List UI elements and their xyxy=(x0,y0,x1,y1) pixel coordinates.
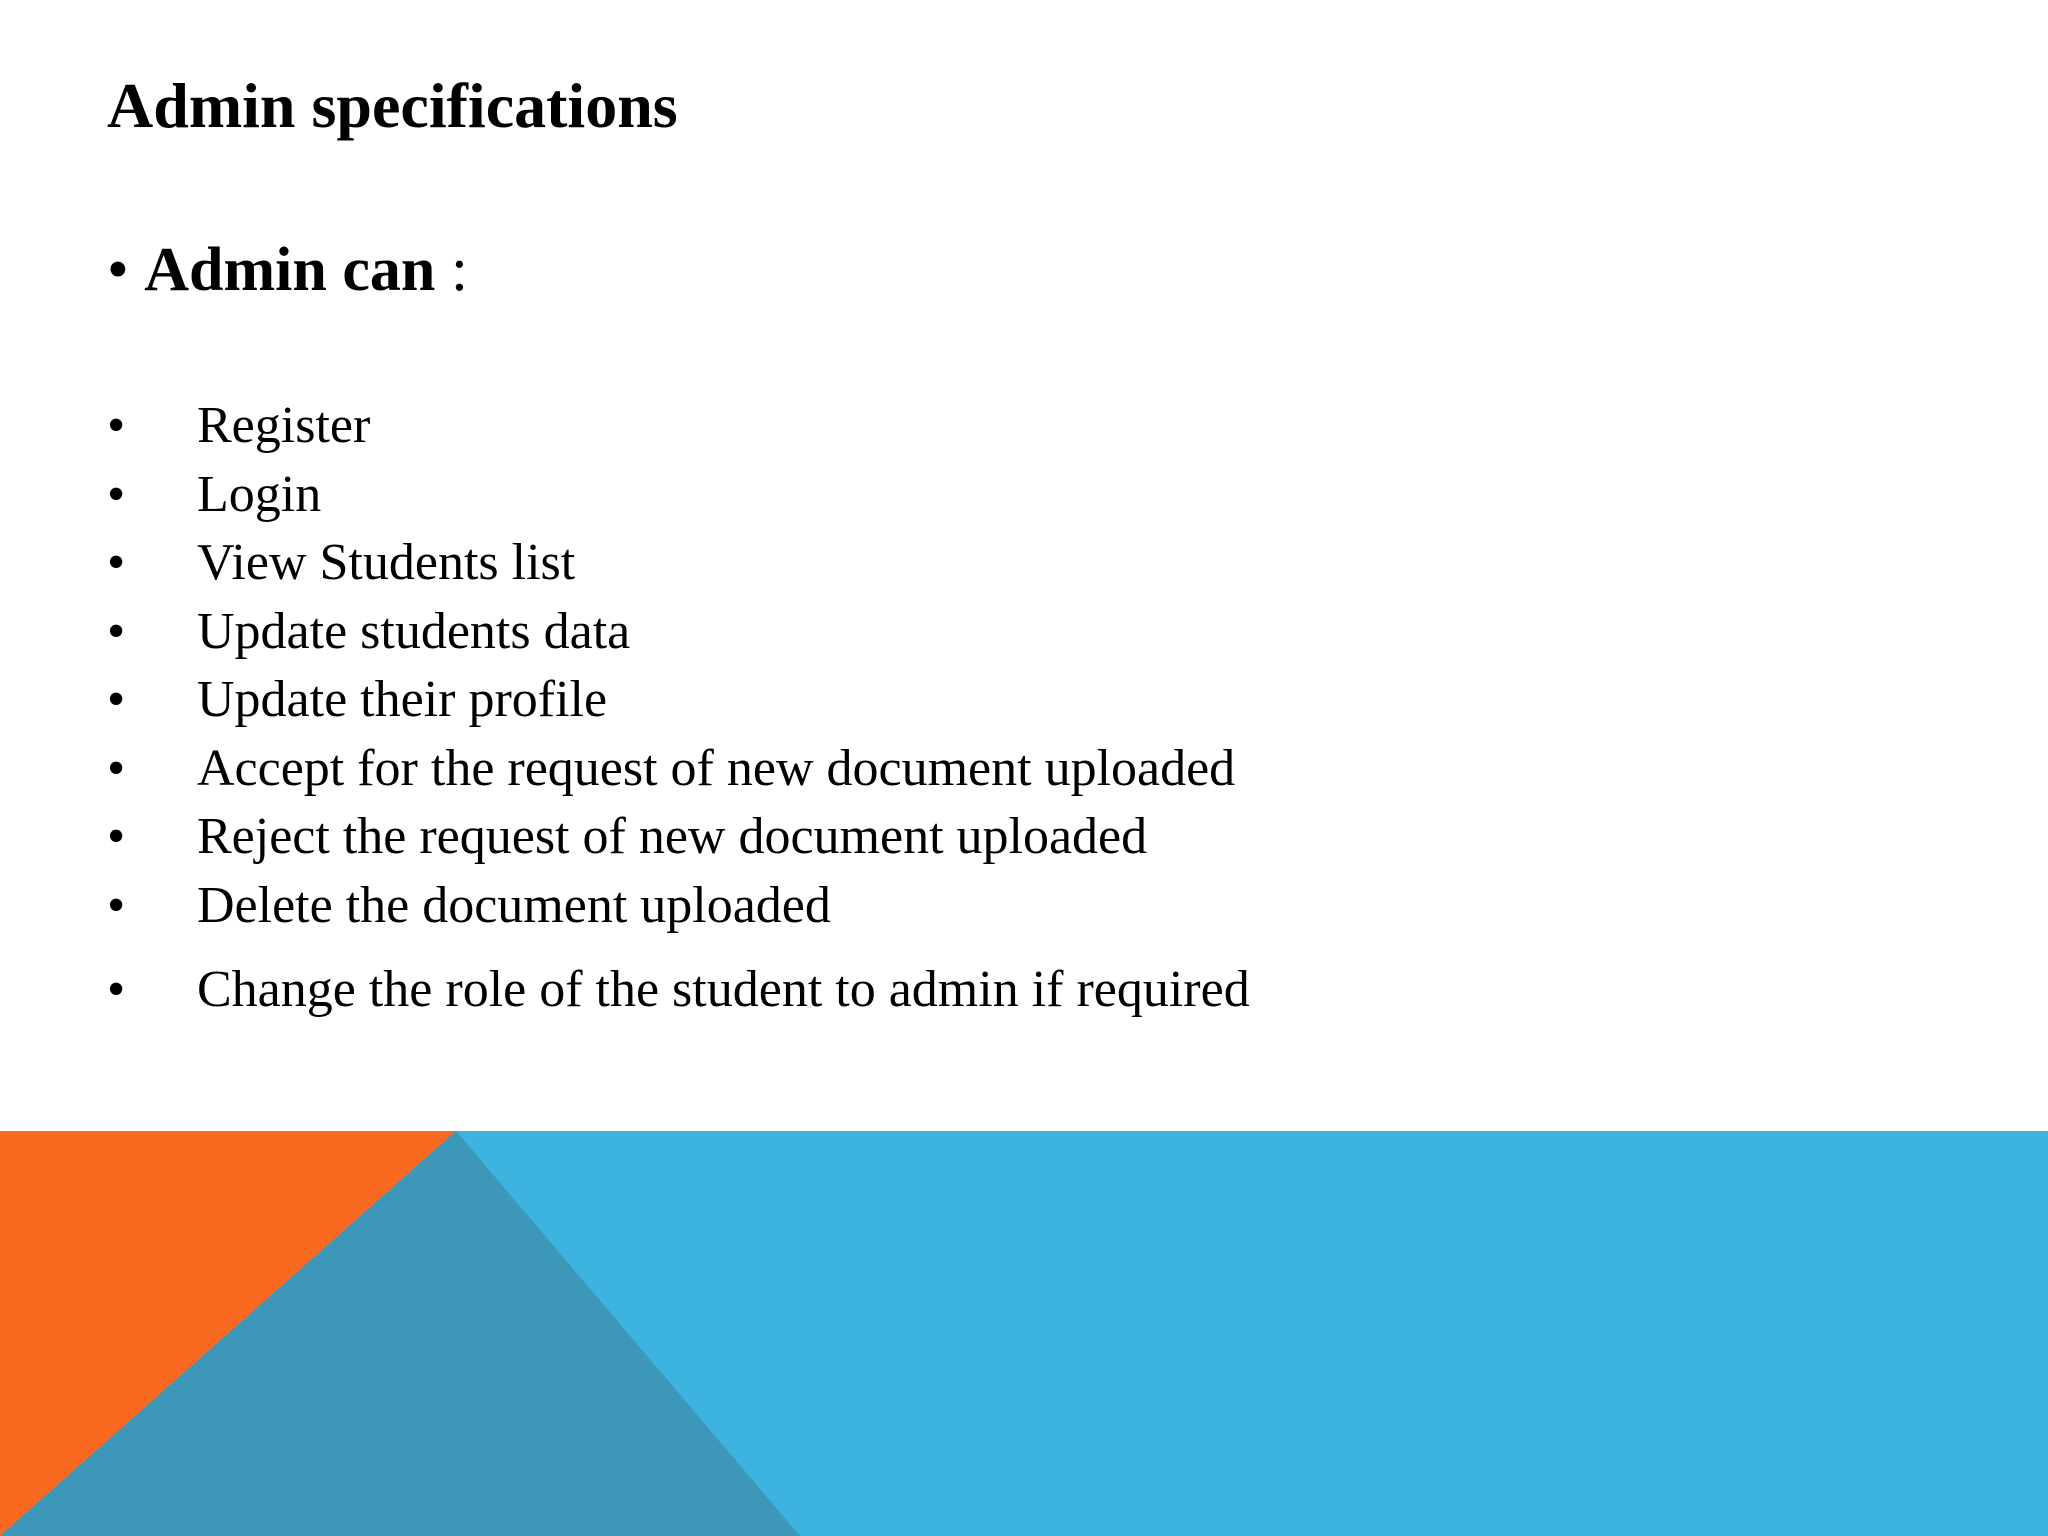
bullet-icon: • xyxy=(107,961,126,1018)
list-item-text: Change the role of the student to admin if required xyxy=(197,961,1250,1018)
bullet-icon: • xyxy=(107,602,126,660)
bullet-icon: • xyxy=(107,671,126,728)
bullet-icon: • xyxy=(107,808,126,865)
list-item-text: Update students data xyxy=(197,602,631,660)
list-item-text: Reject the request of new document uploaded xyxy=(197,808,1148,865)
list-item-text: Update their profile xyxy=(197,671,608,728)
bullet-icon: • xyxy=(107,397,126,454)
bullet-icon: • xyxy=(107,876,126,934)
bullet-icon: • xyxy=(107,739,126,797)
list-item-text: Login xyxy=(197,465,322,523)
list-item-text: Delete the document uploaded xyxy=(197,876,831,934)
list-item-text: Accept for the request of new document uploaded xyxy=(197,739,1236,797)
subheading xyxy=(107,232,468,308)
subheading-bullet: • xyxy=(107,236,129,304)
list-item-text: Register xyxy=(197,397,371,454)
bullet-icon: • xyxy=(107,465,126,523)
list-item-text: View Students list xyxy=(197,534,576,591)
decorative-footer-band xyxy=(0,1131,2048,1536)
slide-title: Admin specifications xyxy=(107,70,678,141)
subheading-colon: : xyxy=(435,236,469,304)
subheading-label: Admin can xyxy=(144,236,436,304)
bullet-icon: • xyxy=(107,534,126,591)
